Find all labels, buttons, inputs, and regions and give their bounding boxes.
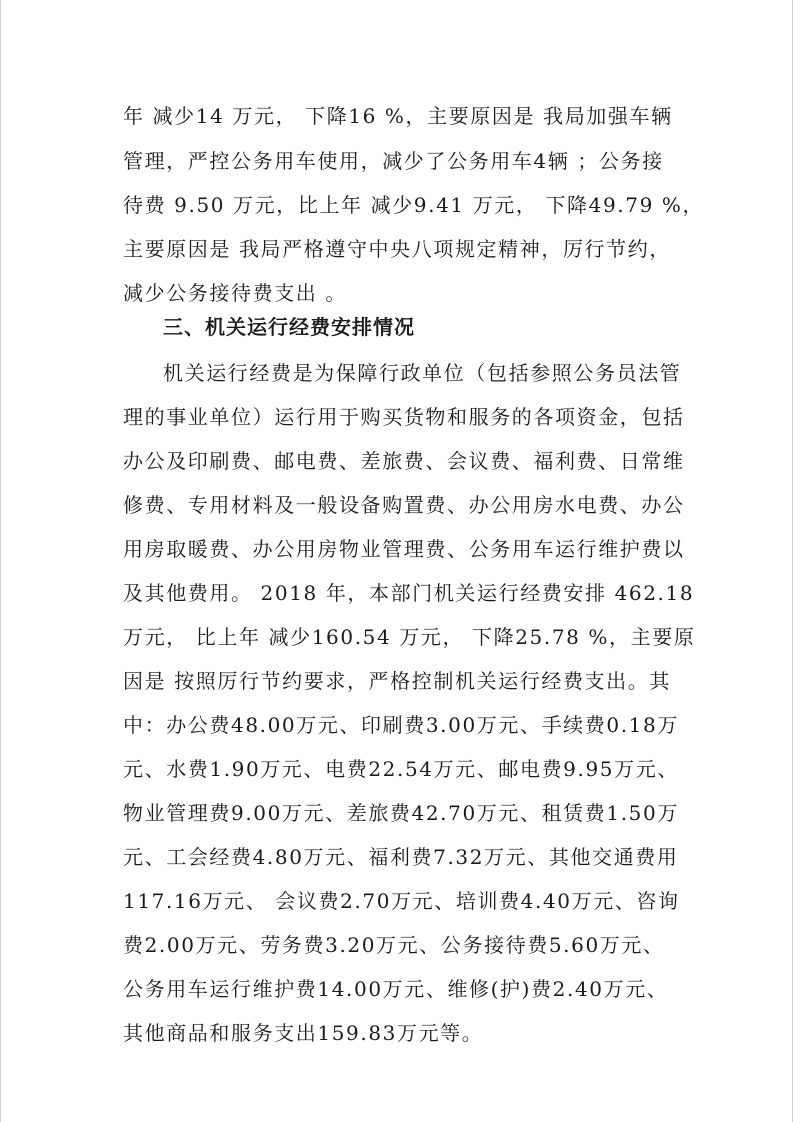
body-text-line: 其他商品和服务支出159.83万元等。 — [123, 1021, 484, 1045]
body-text-line: 及其他费用。 2018 年，本部门机关运行经费安排 462.18 — [123, 581, 695, 605]
body-text-line: 减少公务接待费支出 。 — [123, 281, 347, 305]
body-text-line: 中：办公费48.00万元、印刷费3.00万元、手续费0.18万 — [123, 713, 679, 737]
body-text-line: 物业管理费9.00万元、差旅费42.70万元、租赁费1.50万 — [123, 801, 679, 825]
body-text-line: 修费、专用材料及一般设备购置费、办公用房水电费、办公 — [123, 493, 685, 517]
body-text-line: 117.16万元、 会议费2.70万元、培训费4.40万元、咨询 — [123, 889, 680, 913]
body-text-line: 元、水费1.90万元、电费22.54万元、邮电费9.95万元、 — [123, 757, 679, 781]
body-text-line: 因是 按照厉行节约要求，严格控制机关运行经费支出。其 — [123, 669, 671, 693]
body-text-line: 用房取暖费、办公用房物业管理费、公务用车运行维护费以 — [123, 537, 685, 561]
body-text-line: 办公及印刷费、邮电费、差旅费、会议费、福利费、日常维 — [123, 449, 685, 473]
section-heading: 三、机关运行经费安排情况 — [163, 315, 415, 339]
body-text-line: 管理，严控公务用车使用，减少了公务用车4辆 ；公务接 — [123, 149, 664, 173]
body-text-line: 主要原因是 我局严格遵守中央八项规定精神，厉行节约， — [123, 237, 671, 261]
body-text-line: 年 减少14 万元， 下降16 %，主要原因是 我局加强车辆 — [123, 104, 673, 128]
body-text-line: 费2.00万元、劳务费3.20万元、公务接待费5.60万元、 — [123, 933, 665, 957]
body-text-line: 待费 9.50 万元，比上年 减少9.41 万元， 下降49.79 %， — [123, 193, 705, 217]
body-text-line: 理的事业单位）运行用于购买货物和服务的各项资金，包括 — [123, 405, 685, 429]
body-text-line: 机关运行经费是为保障行政单位（包括参照公务员法管 — [163, 361, 682, 385]
body-text-line: 公务用车运行维护费14.00万元、维修(护)费2.40万元、 — [123, 977, 669, 1001]
body-text-line: 万元， 比上年 减少160.54 万元， 下降25.78 %，主要原 — [123, 625, 696, 649]
body-text-line: 元、工会经费4.80万元、福利费7.32万元、其他交通费用 — [123, 845, 679, 869]
